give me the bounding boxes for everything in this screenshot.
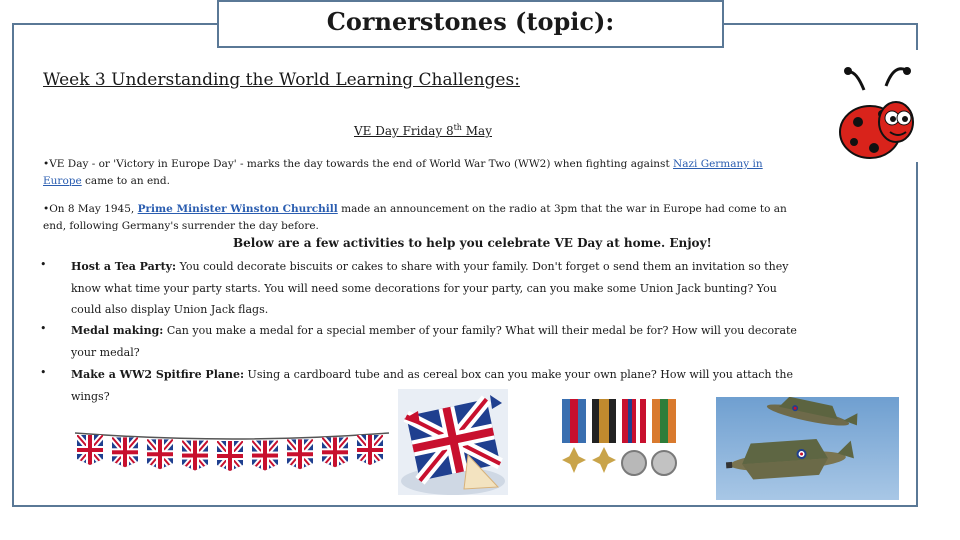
page-title — [217, 0, 724, 48]
ladybird-icon — [834, 50, 918, 162]
union-jack-flag — [112, 437, 138, 467]
activities-heading: Below are a few activities to help you celebrate VE Day at home. Enjoy! — [233, 236, 712, 250]
ve-day-intro-end: came to an end. — [81, 175, 170, 187]
union-jack-flag — [147, 439, 173, 469]
ve-day-sup: th — [453, 123, 462, 132]
activity-text: You could decorate biscuits or cakes to share with your family. Don't forget o send them an invitation so they know what time your party starts. You will need some decorations for your party, can you make some Union Jack bunting? You could also display Union Jack flags. — [71, 260, 789, 316]
union-jack-flag — [77, 435, 103, 465]
union-jack-flag — [322, 437, 348, 467]
ve-day-suffix: May — [461, 124, 492, 138]
union-jack-flag — [217, 441, 243, 471]
spitfire-planes — [716, 397, 899, 500]
week-heading: Week 3 Understanding the World Learning Challenges: — [43, 70, 520, 90]
bullet: • — [40, 258, 47, 271]
union-jack-cake — [398, 389, 508, 495]
nazi-germany-link[interactable]: Nazi Germany in Europe — [43, 158, 763, 187]
churchill-text-end: made an announcement on the radio at 3pm that the war in Europe had come to an end, following Germany's surrender the day before. — [43, 203, 787, 232]
ve-day-intro-text: •VE Day - or 'Victory in Europe Day' - marks the day towards the end of World War Two (WW2) when fighting against — [43, 158, 674, 170]
page-title-text: Cornerstones (topic): — [326, 7, 615, 36]
churchill-paragraph — [43, 201, 803, 235]
union-jack-flag — [182, 441, 208, 471]
activity-text: Can you make a medal for a special member of your family? What will their medal be for? How will you decorate your medal? — [71, 324, 797, 359]
bullet: • — [40, 366, 47, 379]
bullet: • — [40, 322, 47, 335]
union-jack-flag — [287, 439, 313, 469]
war-medals — [556, 397, 688, 489]
activity-title: Medal making: — [71, 324, 164, 337]
ve-day-heading — [0, 123, 846, 138]
union-jack-bunting — [73, 425, 391, 477]
union-jack-flag — [357, 435, 383, 465]
union-jack-flag — [252, 441, 278, 471]
activity-tea-party — [71, 256, 806, 321]
churchill-text: •On 8 May 1945, — [43, 203, 138, 215]
churchill-link[interactable]: Prime Minister Winston Churchill — [137, 203, 338, 215]
activity-text: Using a cardboard tube and as cereal box can you make your own plane? How will you attach the wings? — [71, 368, 794, 403]
ve-day-prefix: VE Day Friday 8 — [354, 124, 454, 138]
activity-title: Host a Tea Party: — [71, 260, 177, 273]
ve-day-intro — [43, 156, 803, 190]
activity-title: Make a WW2 Spitfire Plane: — [71, 368, 245, 381]
activity-medal-making — [71, 320, 806, 363]
